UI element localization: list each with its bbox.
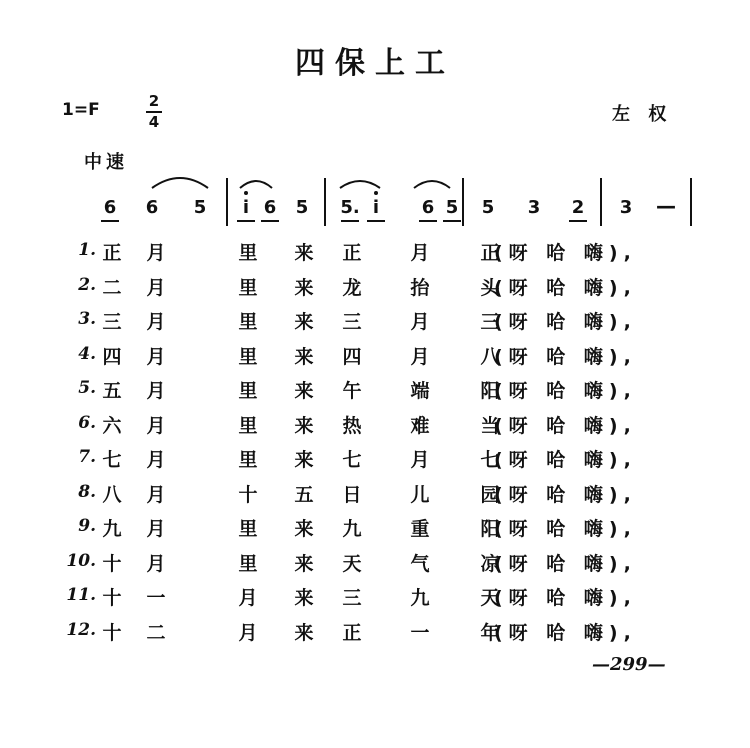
note-3: 5 xyxy=(193,197,207,218)
verse-number: 8. xyxy=(78,481,96,502)
lyric-syllable: 月 xyxy=(146,483,166,506)
slur-4 xyxy=(414,181,450,188)
lyric-syllable: 里 xyxy=(238,242,258,264)
lyric-refrain: (呀 哈 嗨), xyxy=(494,242,637,264)
note-6: 5 xyxy=(295,197,309,218)
lyric-syllable: 月 xyxy=(146,449,166,471)
note-9: 6 xyxy=(421,197,435,218)
lyric-syllable: 头 xyxy=(480,276,500,299)
lyric-syllable: 九 xyxy=(410,587,430,609)
lyric-syllable: 月 xyxy=(146,380,166,402)
lyric-syllable: 里 xyxy=(238,414,258,437)
composer: 左 权 xyxy=(612,104,673,125)
lyric-syllable: 五 xyxy=(294,483,314,506)
lyric-syllable: 里 xyxy=(238,345,258,368)
lyric-syllable: 七 xyxy=(480,449,500,471)
lyric-refrain: (呀 哈 嗨), xyxy=(494,345,637,368)
note-4: i xyxy=(242,197,250,218)
lyric-syllable: 月 xyxy=(410,242,430,264)
note-10: 5 xyxy=(445,197,459,218)
lyric-syllable: 来 xyxy=(294,414,314,437)
time-signature-bottom: 4 xyxy=(148,113,160,131)
lyric-syllable: 里 xyxy=(238,311,258,333)
lyric-syllable: 来 xyxy=(294,380,314,402)
lyric-syllable: 一 xyxy=(146,587,166,609)
verse-number: 10. xyxy=(66,550,96,571)
note-7: 5. xyxy=(340,197,360,218)
verse-number: 1. xyxy=(78,240,96,260)
lyric-syllable: 来 xyxy=(294,587,314,609)
note-1: 6 xyxy=(103,197,117,218)
lyric-refrain: (呀 哈 嗨), xyxy=(494,552,637,575)
lyric-syllable: 月 xyxy=(146,345,166,368)
verse-number: 2. xyxy=(78,274,96,295)
lyric-syllable: 正 xyxy=(342,621,362,644)
lyric-syllable: 重 xyxy=(410,518,430,540)
lyric-syllable: 端 xyxy=(410,380,430,402)
lyric-syllable: 月 xyxy=(146,311,166,333)
lyric-syllable: 热 xyxy=(342,414,362,437)
lyric-syllable: 二 xyxy=(146,621,166,644)
slur-1 xyxy=(152,178,208,188)
note-8: i xyxy=(372,197,380,218)
lyric-syllable: 来 xyxy=(294,518,314,540)
lyric-syllable: 来 xyxy=(294,449,314,471)
lyric-syllable: 十 xyxy=(102,552,122,575)
verse-number: 9. xyxy=(78,516,96,536)
lyric-syllable: 三 xyxy=(342,311,362,333)
lyric-syllable: 月 xyxy=(410,449,430,471)
lyric-syllable: 正 xyxy=(342,242,362,264)
verse-number: 4. xyxy=(78,343,96,364)
verse-number: 7. xyxy=(78,447,96,467)
lyric-syllable: 儿 xyxy=(410,483,430,506)
lyric-syllable: 里 xyxy=(238,552,258,575)
lyric-syllable: 龙 xyxy=(342,276,362,299)
lyric-syllable: 来 xyxy=(294,311,314,333)
lyric-syllable: 九 xyxy=(102,518,122,540)
lyric-syllable: 九 xyxy=(342,518,362,540)
lyric-syllable: 抬 xyxy=(410,276,430,299)
lyric-syllable: 凉 xyxy=(480,552,500,575)
lyric-syllable: 日 xyxy=(342,483,362,506)
lyric-refrain: (呀 哈 嗨), xyxy=(494,449,637,471)
lyric-syllable: 月 xyxy=(238,621,258,644)
lyric-syllable: 正 xyxy=(480,242,500,264)
lyric-syllable: 十 xyxy=(238,483,258,506)
lyric-syllable: 正 xyxy=(102,242,122,264)
lyric-syllable: 八 xyxy=(102,483,122,506)
verse-number: 12. xyxy=(66,619,96,640)
lyric-syllable: 十 xyxy=(102,621,122,644)
lyric-syllable: 来 xyxy=(294,345,314,368)
lyric-syllable: 里 xyxy=(238,449,258,471)
lyric-syllable: 天 xyxy=(480,587,500,609)
lyric-refrain: (呀 哈 嗨), xyxy=(494,483,637,506)
lyric-syllable: 月 xyxy=(146,414,166,437)
lyric-syllable: 来 xyxy=(294,276,314,299)
lyric-syllable: 年 xyxy=(480,621,500,644)
note-14: 3 xyxy=(619,197,633,218)
note-5: 6 xyxy=(263,197,277,218)
lyric-syllable: 难 xyxy=(410,414,430,437)
lyric-syllable: 三 xyxy=(102,311,122,333)
lyric-refrain: (呀 哈 嗨), xyxy=(494,587,637,609)
note-12: 3 xyxy=(527,197,541,218)
lyric-syllable: 来 xyxy=(294,621,314,644)
slur-3 xyxy=(340,181,380,188)
slur-2 xyxy=(240,181,272,188)
lyric-syllable: 十 xyxy=(102,587,122,609)
lyric-syllable: 五 xyxy=(102,380,122,402)
lyric-syllable: 二 xyxy=(102,276,122,299)
lyric-syllable: 月 xyxy=(146,552,166,575)
lyric-syllable: 里 xyxy=(238,518,258,540)
lyric-syllable: 七 xyxy=(102,449,122,471)
lyric-syllable: 里 xyxy=(238,276,258,299)
verse-number: 5. xyxy=(78,378,96,398)
note-2: 6 xyxy=(145,197,159,218)
lyric-syllable: 当 xyxy=(480,414,500,437)
lyric-syllable: 气 xyxy=(410,552,430,575)
lyric-syllable: 里 xyxy=(238,380,258,402)
song-title: 四保上工 xyxy=(295,46,455,81)
lyric-syllable: 来 xyxy=(294,242,314,264)
lyric-syllable: 月 xyxy=(146,242,166,264)
lyric-syllable: 午 xyxy=(342,380,362,402)
verse-number: 6. xyxy=(78,412,96,433)
lyric-syllable: 阳 xyxy=(480,518,500,540)
note-11: 5 xyxy=(481,197,495,218)
verse-number: 3. xyxy=(78,309,96,329)
lyric-refrain: (呀 哈 嗨), xyxy=(494,518,637,540)
lyric-syllable: 来 xyxy=(294,552,314,575)
lyric-syllable: 三 xyxy=(342,587,362,609)
tempo-marking: 中速 xyxy=(84,152,128,173)
lyric-syllable: 月 xyxy=(146,276,166,299)
lyric-syllable: 三 xyxy=(480,311,500,333)
verse-number: 11. xyxy=(66,585,96,605)
lyric-syllable: 四 xyxy=(102,345,122,368)
lyric-syllable: 一 xyxy=(410,621,430,644)
lyric-refrain: (呀 哈 嗨), xyxy=(494,621,637,644)
lyric-syllable: 月 xyxy=(146,518,166,540)
lyric-syllable: 月 xyxy=(410,311,430,333)
lyric-syllable: 四 xyxy=(342,345,362,368)
lyric-syllable: 七 xyxy=(342,449,362,471)
lyric-syllable: 月 xyxy=(238,587,258,609)
time-signature-top: 2 xyxy=(148,92,160,110)
key-signature: 1=F xyxy=(62,100,100,120)
lyric-syllable: 阳 xyxy=(480,380,500,402)
lyric-refrain: (呀 哈 嗨), xyxy=(494,380,637,402)
lyric-refrain: (呀 哈 嗨), xyxy=(494,311,637,333)
lyric-syllable: 六 xyxy=(102,414,122,437)
lyric-refrain: (呀 哈 嗨), xyxy=(494,276,637,299)
lyric-refrain: (呀 哈 嗨), xyxy=(494,414,637,437)
page-number: —299— xyxy=(592,654,666,675)
lyric-syllable: 八 xyxy=(480,345,500,368)
note-13: 2 xyxy=(571,197,585,218)
lyric-syllable: 园 xyxy=(480,483,500,506)
lyric-syllable: 月 xyxy=(410,345,430,368)
lyric-syllable: 天 xyxy=(342,552,362,575)
sustain-dash: — xyxy=(656,194,676,218)
